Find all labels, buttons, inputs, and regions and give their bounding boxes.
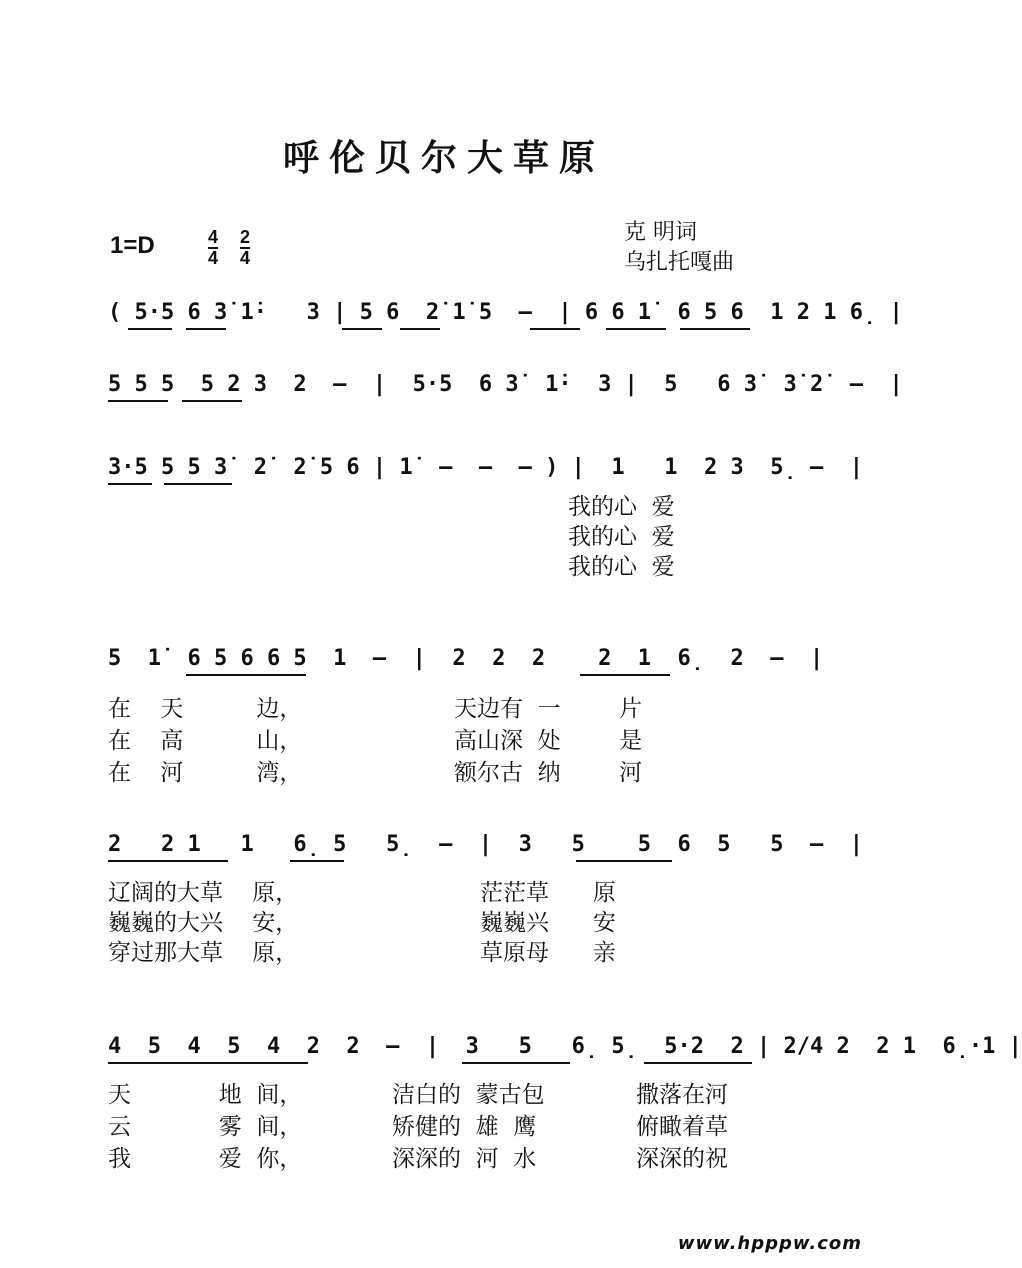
lyric-c-1-a: 天 地 间， (108, 1082, 303, 1108)
lyric-c-2-a: 云 雾 间， (108, 1114, 303, 1140)
time-signature-2-4 (240, 228, 250, 268)
beam (186, 674, 306, 676)
beam (606, 328, 666, 330)
beam (290, 860, 344, 862)
lyric-c-3-c: 深深的祝 (636, 1146, 728, 1172)
score-line-6: 4 5 4 5 4 2 2 – | 3 5 6̣ 5̣ 5·2 2 | 2/4 2 2 1 6̣·1 | (108, 1034, 1022, 1059)
time-sig-bottom: 4 (240, 248, 251, 268)
lyric-intro-3: 我的心 爱 (568, 554, 675, 580)
key-signature: 1=D (110, 232, 155, 259)
lyric-b-3-left: 穿过那大草 原， (108, 940, 299, 966)
lyric-c-1-c: 撒落在河 (636, 1082, 728, 1108)
composer-credit: 乌扎托嘎曲 (624, 250, 735, 275)
lyric-c-2-c: 俯瞰着草 (636, 1114, 728, 1140)
beam (186, 328, 226, 330)
beam (644, 1062, 752, 1064)
lyric-a-1-left: 在 天 边， (108, 696, 303, 722)
score-line-4: 5 1̇ 6 5 6 6 5 1 – | 2 2 2 2 1 6̣ 2 – | (108, 646, 824, 671)
time-sig-top: 4 (208, 227, 219, 247)
beam (576, 860, 672, 862)
beam (400, 328, 440, 330)
lyric-a-2-right: 高山深 处 是 (454, 728, 643, 754)
beam (580, 674, 670, 676)
lyric-b-1-right: 茫茫草 原 (480, 880, 616, 906)
beam (108, 860, 228, 862)
beam (128, 328, 172, 330)
beam (108, 483, 152, 485)
lyric-c-1-b: 洁白的 蒙古包 (392, 1082, 545, 1108)
beam (530, 328, 580, 330)
lyricist-credit: 克 明词 (624, 220, 697, 245)
lyric-b-1-left: 辽阔的大草 原， (108, 880, 299, 906)
lyric-intro-2: 我的心 爱 (568, 524, 675, 550)
lyric-b-2-left: 巍巍的大兴 安， (108, 910, 299, 936)
beam (680, 328, 750, 330)
lyric-c-3-a: 我 爱 你， (108, 1146, 303, 1172)
beam (108, 1062, 308, 1064)
site-watermark: www.hpppw.com (677, 1233, 862, 1254)
score-line-5: 2 2 1 1 6̣ 5 5̣ – | 3 5 5 6 5 5 – | (108, 832, 863, 857)
lyric-intro-1: 我的心 爱 (568, 494, 675, 520)
lyric-c-2-b: 矫健的 雄 鹰 (392, 1114, 537, 1140)
lyric-b-3-right: 草原母 亲 (480, 940, 616, 966)
lyric-b-2-right: 巍巍兴 安 (480, 910, 616, 936)
beam (164, 483, 232, 485)
time-sig-bottom: 4 (208, 248, 219, 268)
beam (108, 400, 168, 402)
score-line-1: ( 5·5 6 3̇ 1̇· 3 | 5 6 2̇ 1̇ 5 – | 6 6 1̇ 6 5 6 1 2 1 6̣ | (108, 300, 903, 325)
lyric-a-3-right: 额尔古 纳 河 (454, 760, 643, 786)
lyric-c-3-b: 深深的 河 水 (392, 1146, 537, 1172)
score-line-3: 3·5 5 5 3̇ 2̇ 2̇ 5 6 | 1̇ – – – ) | 1 1 2 3 5̣ – | (108, 455, 863, 480)
lyric-a-2-left: 在 高 山， (108, 728, 303, 754)
score-line-2: 5 5 5 5 2 3 2 – | 5·5 6 3̇ 1̇· 3 | 5 6 3̇ 3̇ 2̇ – | (108, 372, 903, 397)
lyric-a-3-left: 在 河 湾， (108, 760, 303, 786)
time-signature-4-4 (208, 228, 218, 268)
beam (342, 328, 382, 330)
lyric-a-1-right: 天边有 一 片 (454, 696, 643, 722)
beam (182, 400, 242, 402)
song-title: 呼伦贝尔大草原 (282, 137, 605, 179)
time-sig-top: 2 (240, 227, 251, 247)
beam (462, 1062, 570, 1064)
